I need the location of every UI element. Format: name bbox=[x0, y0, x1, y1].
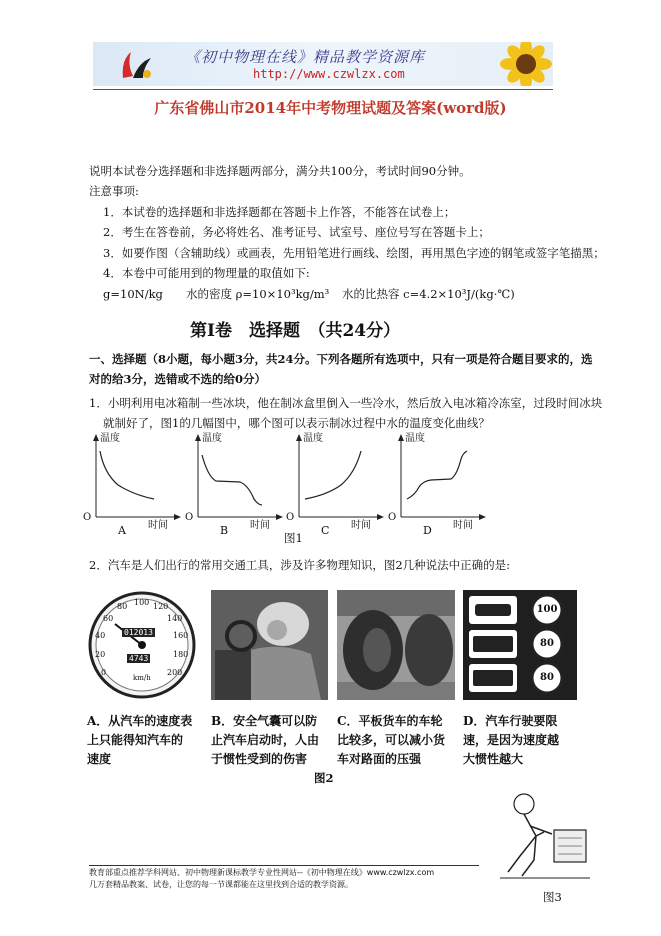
speed-tick: 0 bbox=[101, 668, 107, 677]
section-title: 第Ⅰ卷 选择题 （共24分） bbox=[190, 321, 401, 341]
trip-readout: 4743 bbox=[129, 654, 149, 663]
graph-origin: O bbox=[286, 512, 295, 523]
footer-divider bbox=[89, 865, 479, 866]
question-2-text: 2．汽车是人们出行的常用交通工具，涉及许多物理知识，图2几种说法中正确的是: bbox=[89, 558, 511, 572]
graph-y-label: 温度 bbox=[202, 433, 222, 444]
graph-x-label: 时间 bbox=[453, 520, 473, 531]
speed-tick: 40 bbox=[95, 631, 106, 640]
graph-x-label: 时间 bbox=[250, 520, 270, 531]
notice-item: 2．考生在答卷前，务必将姓名、准考证号、试室号、座位号写在答题卡上； bbox=[103, 225, 490, 239]
notice-item: 1．本试卷的选择题和非选择题都在答题卡上作答，不能答在试卷上； bbox=[103, 205, 456, 219]
part1-instructions-cont: 对的给3分，选错或不选的给0分） bbox=[89, 372, 267, 386]
graph-x-label: 时间 bbox=[351, 520, 371, 531]
speed-limit-sign: 80 bbox=[540, 672, 554, 683]
speed-tick: 200 bbox=[167, 668, 183, 677]
site-logo-icon bbox=[117, 48, 157, 82]
caption-line: 速，是因为速度越 bbox=[463, 733, 560, 747]
caption-line: 车对路面的压强 bbox=[337, 752, 422, 766]
constant-water-density: 水的密度 ρ=10×10³kg/m³ bbox=[186, 287, 330, 301]
constant-water-heat: 水的比热容 c=4.2×10³J/(kg·℃) bbox=[342, 287, 515, 301]
graph-y-label: 温度 bbox=[100, 433, 120, 444]
speed-tick: 100 bbox=[134, 598, 150, 607]
caption-line: A．从汽车的速度表 bbox=[87, 714, 193, 728]
temperature-graph-d bbox=[387, 433, 487, 537]
caption-line: 止汽车启动时，人由 bbox=[211, 733, 320, 747]
graph-origin: O bbox=[185, 512, 194, 523]
speed-tick: 80 bbox=[117, 602, 128, 611]
temperature-graph-c bbox=[285, 433, 385, 537]
truck-wheels-photo bbox=[337, 590, 455, 700]
speed-limit-sign: 80 bbox=[540, 638, 554, 649]
graph-origin: O bbox=[83, 512, 92, 523]
speed-tick: 160 bbox=[173, 631, 189, 640]
notice-heading: 注意事项: bbox=[89, 184, 139, 198]
graph-option-letter: B bbox=[220, 524, 229, 537]
header-divider bbox=[93, 89, 553, 90]
speed-limit-signs-photo bbox=[463, 590, 577, 700]
graph-option-letter: A bbox=[118, 524, 126, 537]
caption-line: B．安全气囊可以防 bbox=[211, 714, 318, 728]
graph-option-letter: C bbox=[321, 524, 330, 537]
airbag-photo bbox=[211, 590, 328, 700]
document-title: 广东省佛山市2014年中考物理试题及答案(word版) bbox=[154, 99, 507, 117]
notice-item: 4．本卷中可能用到的物理量的取值如下: bbox=[103, 266, 310, 280]
temperature-graph-a bbox=[82, 433, 182, 537]
speed-limit-sign: 100 bbox=[536, 604, 558, 615]
speed-unit: km/h bbox=[133, 674, 151, 682]
banner-title: 《初中物理在线》精品教学资源库 bbox=[185, 48, 426, 66]
speed-tick: 180 bbox=[173, 650, 189, 659]
question-1-text-cont: 就制好了，图1的几幅图中，哪个图可以表示制冰过程中水的温度变化曲线？ bbox=[103, 416, 490, 430]
caption-line: 速度 bbox=[87, 752, 112, 766]
question-1-text: 1．小明利用电冰箱制一些冰块，他在制冰盒里倒入一些冷水，然后放入电冰箱冷冻室，过段时间冰块 bbox=[89, 396, 603, 410]
constant-g: g=10N/kg bbox=[103, 287, 163, 301]
graph-origin: O bbox=[388, 512, 397, 523]
footer-line-1: 教育部重点推荐学科网站、初中物理新课标教学专业性网站--《初中物理在线》www.czwlzx.com bbox=[89, 868, 435, 877]
caption-line: 大惯性越大 bbox=[463, 752, 524, 766]
footer-line-2: 几万套精品教案、试卷，让您的每一节课都能在这里找到合适的教学资源。 bbox=[89, 880, 353, 889]
part1-instructions: 一、选择题（8小题，每小题3分，共24分。下列各题所有选项中，只有一项是符合题目要求的，选 bbox=[89, 352, 593, 366]
caption-line: D．汽车行驶要限 bbox=[463, 714, 558, 728]
caption-line: 于惯性受到的伤害 bbox=[211, 752, 308, 766]
figure-2-caption: 图2 bbox=[314, 771, 334, 785]
option-c-caption bbox=[337, 712, 445, 769]
option-b-caption bbox=[211, 712, 319, 769]
figure-1-caption: 图1 bbox=[284, 531, 303, 545]
header-banner bbox=[93, 42, 553, 86]
sunflower-icon bbox=[498, 42, 553, 86]
speed-tick: 20 bbox=[95, 650, 106, 659]
odometer-readout: 012013 bbox=[124, 628, 153, 637]
caption-line: 比较多，可以减小货 bbox=[337, 733, 446, 747]
notice-item: 3．如要作图（含辅助线）或画表，先用铅笔进行画线、绘图，再用黑色字迹的钢笔或签字笔描黑； bbox=[103, 246, 605, 260]
speed-tick: 140 bbox=[167, 614, 183, 623]
speed-tick: 120 bbox=[153, 602, 169, 611]
speedometer-photo bbox=[87, 590, 197, 700]
caption-line: C．平板货车的车轮 bbox=[337, 714, 443, 728]
figure-3-caption: 图3 bbox=[543, 890, 562, 904]
option-a-caption bbox=[87, 712, 192, 769]
graph-x-label: 时间 bbox=[148, 520, 168, 531]
graph-y-label: 温度 bbox=[405, 433, 425, 444]
instructions-intro: 说明本试卷分选择题和非选择题两部分，满分共100分，考试时间90分钟。 bbox=[89, 164, 471, 178]
graph-y-label: 温度 bbox=[303, 433, 323, 444]
speed-tick: 60 bbox=[103, 614, 114, 623]
graph-option-letter: D bbox=[423, 524, 432, 537]
banner-url[interactable]: http://www.czwlzx.com bbox=[253, 67, 405, 81]
figure-3-illustration bbox=[500, 790, 590, 882]
option-d-caption bbox=[463, 712, 559, 769]
temperature-graph-b bbox=[184, 433, 284, 537]
caption-line: 上只能得知汽车的 bbox=[87, 733, 184, 747]
